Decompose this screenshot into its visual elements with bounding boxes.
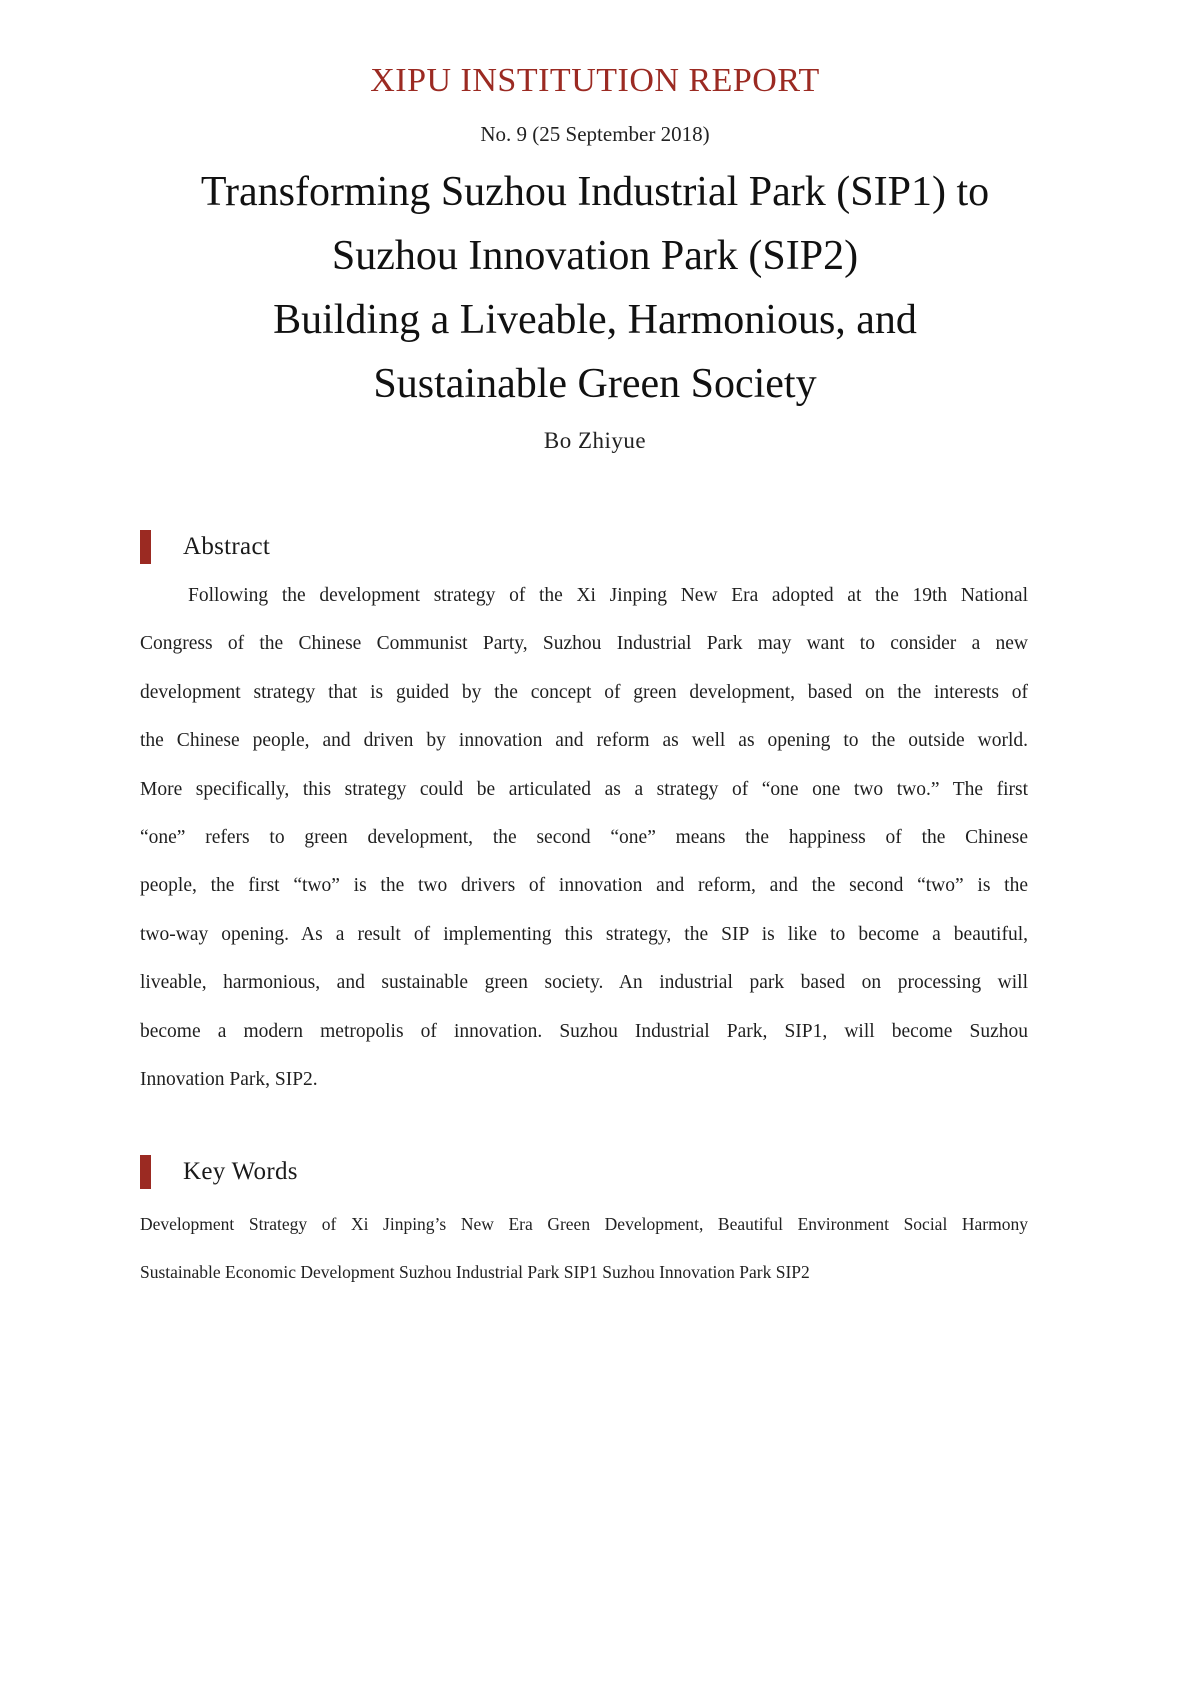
keywords-line: Development Strategy of Xi Jinping’s New Era Green Development, Beautiful Environment Social Harmony — [140, 1214, 1028, 1234]
section-marker — [140, 1155, 151, 1189]
abstract-line: two-way opening. As a result of implementing this strategy, the SIP is like to become a beautiful, — [140, 923, 1028, 945]
abstract-line: Congress of the Chinese Communist Party, Suzhou Industrial Park may want to consider a new — [140, 633, 1028, 655]
abstract-line: liveable, harmonious, and sustainable green society. An industrial park based on processing will — [140, 972, 1028, 994]
abstract-heading-label: Abstract — [183, 533, 271, 560]
abstract-text — [140, 572, 1028, 1104]
abstract-line: Innovation Park, SIP2. — [140, 1068, 318, 1090]
report-title — [0, 160, 1190, 416]
abstract-line: “one” refers to green development, the second “one” means the happiness of the Chinese — [140, 826, 1028, 848]
keywords-text — [140, 1200, 1028, 1296]
keywords-heading — [140, 1155, 298, 1189]
abstract-line: the Chinese people, and driven by innovation and reform as well as opening to the outside world. — [140, 730, 1028, 752]
report-name: XIPU INSTITUTION REPORT — [370, 62, 820, 99]
keywords-line: Sustainable Economic Development Suzhou Industrial Park SIP1 Suzhou Innovation Park SIP2 — [140, 1262, 810, 1282]
abstract-heading — [140, 530, 270, 564]
title-line: Sustainable Green Society — [373, 361, 817, 407]
author-name: Bo Zhiyue — [543, 428, 647, 453]
abstract-line: development strategy that is guided by the concept of green development, based on the interests of — [140, 681, 1028, 703]
section-marker — [140, 530, 151, 564]
abstract-line: More specifically, this strategy could be articulated as a strategy of “one one two two.” The first — [140, 778, 1028, 800]
title-line: Building a Liveable, Harmonious, and — [273, 297, 917, 343]
abstract-line: people, the first “two” is the two drivers of innovation and reform, and the second “two” is the — [140, 875, 1028, 897]
abstract-line: Following the development strategy of the Xi Jinping New Era adopted at the 19th National — [188, 585, 1028, 606]
title-line: Transforming Suzhou Industrial Park (SIP1) to — [200, 169, 990, 215]
abstract-line: become a modern metropolis of innovation. Suzhou Industrial Park, SIP1, will become Suzhou — [140, 1020, 1028, 1042]
keywords-heading-label: Key Words — [183, 1158, 298, 1185]
title-line: Suzhou Innovation Park (SIP2) — [331, 233, 859, 279]
issue-number: No. 9 (25 September 2018) — [480, 122, 710, 146]
